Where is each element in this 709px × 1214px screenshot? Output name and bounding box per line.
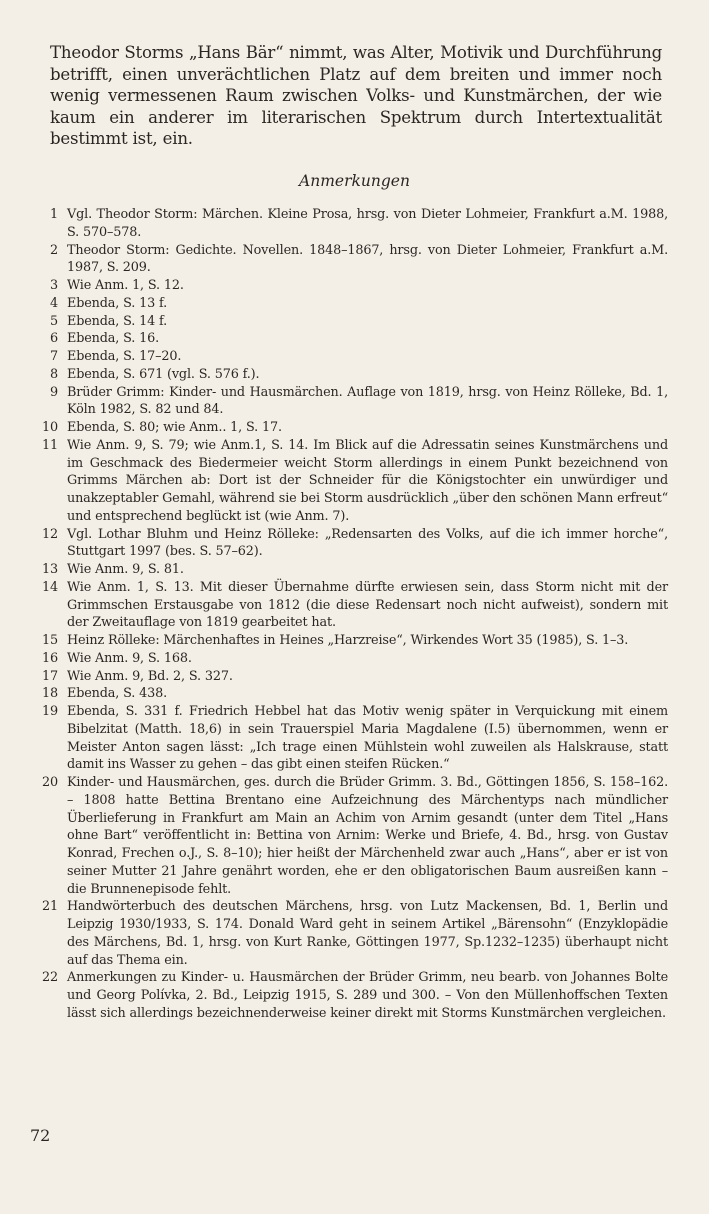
intro-paragraph: Theodor Storms „Hans Bär“ nimmt, was Alter, Motivik und Durchführung betrifft, einen unverächtlichen Platz auf dem breiten und immer noch wenig vermessenen Raum zwischen Volks- und Kunstmärchen, der wie kaum ein anderer im literarischen Spektrum durch Intertextualität bestimmt ist, ein. xyxy=(50,43,662,148)
footnote-text: Heinz Rölleke: Märchenhaftes in Heines „Harzreise“, Wirkendes Wort 35 (1985), S. 1–3. xyxy=(67,633,629,648)
footnote-number: 4 xyxy=(50,295,58,311)
footnote-18 xyxy=(28,685,668,703)
notes-list xyxy=(28,206,668,1023)
footnote-number: 2 xyxy=(50,242,58,258)
footnote-6 xyxy=(28,330,668,348)
footnote-text: Anmerkungen zu Kinder- u. Hausmärchen der Brüder Grimm, neu bearb. von Johannes Bolte und Georg Polívka, 2. Bd., Leipzig 1915, S. 289 und 300. – Von den Müllenhoffschen Texten lässt sich allerdings bezeichnenderweise keiner direkt mit Storms Kunstmärchen vergleichen. xyxy=(67,970,668,1021)
footnote-text: Ebenda, S. 438. xyxy=(67,686,167,702)
footnote-number: 9 xyxy=(50,384,58,400)
footnote-number: 17 xyxy=(42,668,58,684)
footnote-text: Wie Anm. 9, S. 81. xyxy=(67,562,184,577)
footnote-14 xyxy=(28,579,668,632)
footnote-number: 14 xyxy=(42,579,58,595)
footnote-11 xyxy=(28,437,668,526)
footnote-text: Wie Anm. 9, Bd. 2, S. 327. xyxy=(67,668,233,684)
footnote-text: Vgl. Theodor Storm: Märchen. Kleine Prosa, hrsg. von Dieter Lohmeier, Frankfurt a.M. 1988, S. 570–578. xyxy=(67,207,668,240)
footnote-20 xyxy=(28,774,668,898)
page-number: 72 xyxy=(30,1126,51,1145)
footnote-text: Ebenda, S. 331 f. Friedrich Hebbel hat das Motiv wenig später in Verquickung mit einem Bibelzitat (Matth. 18,6) in sein Trauerspiel Maria Magdalene (I.5) übernommen, wenn er Meister Anton sagen lässt: „Ich trage einen Mühlstein wohl zuweilen als Halskrause, statt damit ins Wasser zu gehen – das gibt einen steifen Rücken.“ xyxy=(67,704,668,773)
footnote-number: 22 xyxy=(42,970,58,986)
footnote-5 xyxy=(28,313,668,331)
footnote-text: Wie Anm. 9, S. 79; wie Anm.1, S. 14. Im Blick auf die Adressatin seines Kunstmärchens und im Geschmack des Biedermeier weicht Storm allerdings in einem Punkt bezeichnend von Grimms Märchen ab: Dort ist der Schneider für die Königstochter ein unwürdiger und unakzeptabler Gemahl, während sie bei Storm ausdrücklich „über den schönen Mann erfreut“ und entsprechend beglückt ist (wie Anm. 7). xyxy=(67,437,668,524)
footnote-text: Theodor Storm: Gedichte. Novellen. 1848–1867, hrsg. von Dieter Lohmeier, Frankfurt a.M. 1987, S. 209. xyxy=(67,242,668,276)
footnote-number: 7 xyxy=(50,349,58,364)
footnote-number: 16 xyxy=(42,650,58,666)
footnote-text: Wie Anm. 9, S. 168. xyxy=(67,650,192,666)
footnote-number: 13 xyxy=(42,562,58,577)
footnote-text: Kinder- und Hausmärchen, ges. durch die Brüder Grimm. 3. Bd., Göttingen 1856, S. 158–162. – 1808 hatte Bettina Brentano eine Aufzeichnung des Märchentyps nach mündlicher Überlieferung in Frankfurt am Main an Achim von Arnim gesandt (unter dem Titel „Hans ohne Bart“ veröffentlicht in: Bettina von Arnim: Werke und Briefe, 4. Bd., hrsg. von Gustav Konrad, Frechen o.J., S. 8–10); hier heißt der Märchenheld zwar auch „Hans“, aber er ist von seiner Mutter 21 Jahre genährt worden, ehe er den obligatorischen Baum ausreißen kann – die Brunnenepisode fehlt. xyxy=(67,775,668,897)
footnote-8 xyxy=(28,366,668,384)
footnote-text: Ebenda, S. 16. xyxy=(67,331,160,347)
footnote-number: 8 xyxy=(50,366,58,382)
footnote-text: Ebenda, S. 80; wie Anm.. 1, S. 17. xyxy=(67,420,282,435)
footnote-number: 1 xyxy=(50,207,58,222)
footnote-3 xyxy=(28,277,668,295)
footnote-text: Ebenda, S. 671 (vgl. S. 576 f.). xyxy=(67,366,260,382)
notes-heading: Anmerkungen xyxy=(299,172,410,190)
footnote-number: 6 xyxy=(50,331,58,347)
footnote-12 xyxy=(28,526,668,562)
footnote-number: 20 xyxy=(42,775,58,790)
footnote-text: Ebenda, S. 14 f. xyxy=(67,313,168,329)
footnote-13 xyxy=(28,561,668,579)
footnote-4 xyxy=(28,295,668,313)
footnote-22 xyxy=(28,969,668,1022)
footnote-10 xyxy=(28,419,668,437)
footnote-text: Vgl. Lothar Bluhm und Heinz Rölleke: „Redensarten des Volks, auf die ich immer horche“, Stuttgart 1997 (bes. S. 57–62). xyxy=(67,526,668,560)
footnote-number: 18 xyxy=(42,686,58,702)
footnote-number: 12 xyxy=(42,526,58,542)
footnote-19 xyxy=(28,703,668,774)
footnote-15 xyxy=(28,632,668,650)
footnote-number: 5 xyxy=(50,313,58,329)
footnote-text: Wie Anm. 1, S. 13. Mit dieser Übernahme dürfte erwiesen sein, dass Storm nicht mit der Grimmschen Erstausgabe von 1812 (die diese Redensart noch nicht aufweist), sondern mit der Zweitauflage von 1819 gearbeitet hat. xyxy=(67,579,668,631)
footnote-2 xyxy=(28,242,668,278)
footnote-number: 15 xyxy=(42,633,58,648)
footnote-7 xyxy=(28,348,668,366)
footnote-16 xyxy=(28,650,668,668)
footnote-number: 3 xyxy=(50,278,58,293)
footnote-1 xyxy=(28,206,668,242)
footnote-text: Ebenda, S. 13 f. xyxy=(67,295,168,311)
footnote-text: Wie Anm. 1, S. 12. xyxy=(67,278,184,293)
footnote-17 xyxy=(28,668,668,686)
footnote-number: 10 xyxy=(42,420,58,435)
footnote-21 xyxy=(28,898,668,969)
footnote-text: Handwörterbuch des deutschen Märchens, hrsg. von Lutz Mackensen, Bd. 1, Berlin und Leipzig 1930/1933, S. 174. Donald Ward geht in seinem Artikel „Bärensohn“ (Enzyklopädie des Märchens, Bd. 1, hrsg. von Kurt Ranke, Göttingen 1977, Sp.1232–1235) überhaupt nicht auf das Thema ein. xyxy=(67,899,668,968)
footnote-9 xyxy=(28,384,668,420)
footnote-text: Ebenda, S. 17–20. xyxy=(67,349,182,364)
footnote-number: 21 xyxy=(42,899,58,915)
footnote-text: Brüder Grimm: Kinder- und Hausmärchen. Auflage von 1819, hrsg. von Heinz Rölleke, Bd. 1, Köln 1982, S. 82 und 84. xyxy=(67,384,668,418)
footnote-number: 19 xyxy=(42,704,58,719)
footnote-number: 11 xyxy=(42,437,58,453)
